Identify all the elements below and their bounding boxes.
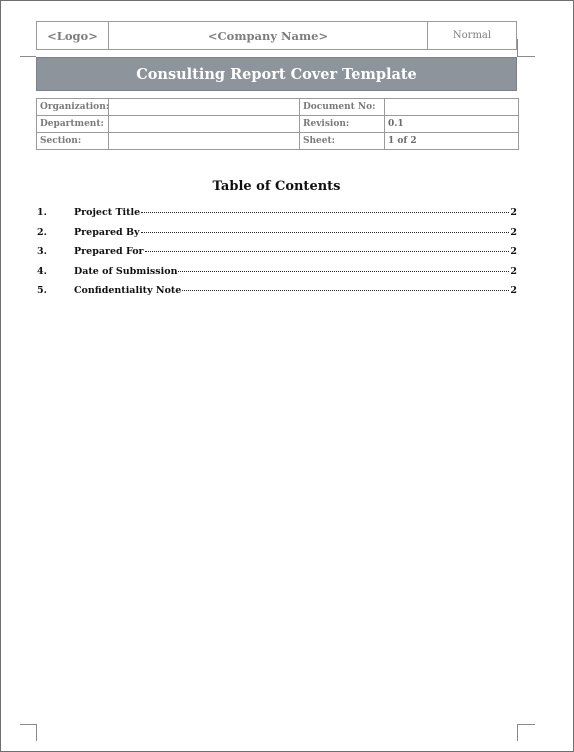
section-value[interactable] — [109, 133, 300, 150]
toc-entry-confidentiality-note[interactable] — [37, 285, 517, 305]
crop-mark-bottom-left-h — [20, 724, 36, 725]
table-row — [37, 116, 519, 133]
toc-entry-label: Prepared By — [74, 226, 140, 238]
toc-entry-label: Project Title — [74, 207, 141, 218]
document-no-value[interactable] — [385, 99, 519, 116]
logo-placeholder: <Logo> — [37, 22, 109, 49]
toc-entry-page: 2 — [510, 265, 517, 277]
document-title: Consulting Report Cover Template — [36, 57, 517, 91]
sheet-value[interactable]: 1 of 2 — [385, 133, 519, 150]
toc-entry-label: Confidentiality Note — [74, 285, 182, 297]
toc-dot-leader — [145, 251, 509, 252]
revision-value[interactable]: 0.1 — [385, 116, 519, 133]
toc-entry-prepared-by[interactable] — [37, 227, 517, 247]
toc-entry-page: 2 — [510, 246, 517, 258]
crop-mark-bottom-right-h — [518, 724, 535, 725]
department-value[interactable] — [109, 116, 300, 133]
toc-entry-number: 2. — [37, 226, 47, 238]
toc-entry-number: 3. — [37, 246, 47, 258]
crop-mark-top-left — [20, 56, 36, 57]
crop-mark-top-right — [517, 56, 535, 57]
toc-entry-prepared-for[interactable] — [37, 246, 517, 266]
toc-entry-page: 2 — [510, 285, 517, 297]
toc-entry-page: 2 — [510, 226, 517, 238]
crop-mark-top-right-v — [517, 39, 518, 56]
organization-label: Organization: — [37, 99, 109, 116]
toc-entry-number: 4. — [37, 265, 47, 277]
style-label: Normal — [452, 30, 492, 41]
table-of-contents — [37, 207, 517, 305]
company-name-placeholder: <Company Name> — [109, 22, 428, 49]
toc-entry-page: 2 — [510, 207, 517, 218]
toc-dot-leader — [178, 271, 509, 272]
sheet-label: Sheet: — [300, 133, 385, 150]
toc-entry-date-of-submission[interactable] — [37, 266, 517, 286]
toc-entry-label: Prepared For — [74, 246, 144, 258]
revision-label: Revision: — [300, 116, 385, 133]
toc-dot-leader — [182, 290, 509, 291]
toc-entry-project-title[interactable] — [37, 207, 517, 227]
toc-dot-leader — [141, 212, 509, 213]
document-no-label: Document No: — [300, 99, 385, 116]
document-info-table — [36, 98, 519, 150]
toc-entry-label: Date of Submission — [74, 265, 178, 277]
organization-value[interactable] — [109, 99, 300, 116]
table-row — [37, 133, 519, 150]
toc-entry-number: 5. — [37, 285, 47, 297]
department-label: Department: — [37, 116, 109, 133]
crop-mark-bottom-left-v — [36, 724, 37, 741]
crop-mark-bottom-right-v — [517, 724, 518, 741]
section-label: Section: — [37, 133, 109, 150]
page-header — [36, 21, 517, 50]
toc-dot-leader — [141, 232, 509, 233]
toc-entry-number: 1. — [37, 207, 47, 218]
table-row — [37, 99, 519, 116]
toc-title: Table of Contents — [212, 179, 341, 194]
